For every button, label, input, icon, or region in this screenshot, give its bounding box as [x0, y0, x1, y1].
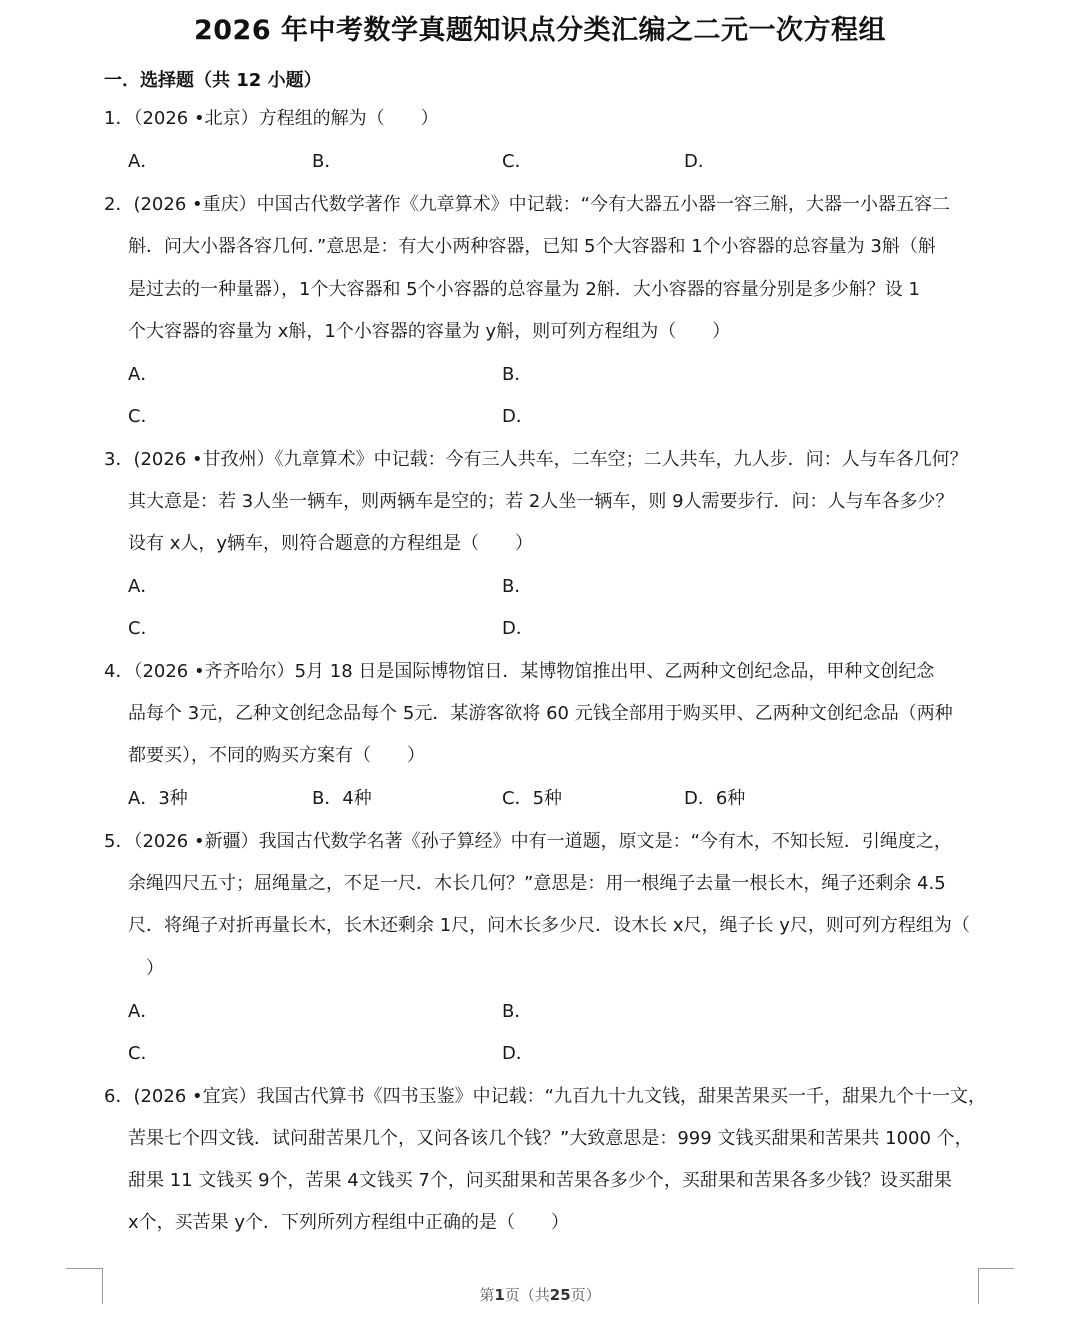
question-2-line-2: 斛．问大小器各容几何．”意思是：有大小两种容器，已知 5个大容器和 1个小容器的总容量为 3斛（斛 — [128, 236, 936, 257]
crop-mark-left-horizontal — [66, 1268, 102, 1269]
question-1-option-d: D． — [684, 151, 716, 172]
question-6-line-3: 甜果 11 文钱买 9个，苦果 4文钱买 7个，问买甜果和苦果各多少个，买甜果和苦果各多少钱？设买甜果 — [128, 1170, 952, 1191]
footer-page-number: 1 — [494, 1286, 505, 1304]
footer-total-pages: 25 — [549, 1286, 571, 1304]
footer-suffix: 页） — [570, 1286, 601, 1304]
question-1-option-a: A． — [128, 151, 159, 172]
question-4-option-b: B．4种 — [312, 788, 372, 809]
question-5-option-c: C． — [128, 1043, 159, 1064]
question-3-option-d: D． — [502, 618, 534, 639]
question-4-option-d: D．6种 — [684, 788, 746, 809]
question-6-line-2: 苦果七个四文钱．试问甜苦果几个，又问各该几个钱？”大致意思是：999 文钱买甜果和苦果共 1000 个， — [128, 1128, 973, 1149]
question-4-line-2: 品每个 3元，乙种文创纪念品每个 5元．某游客欲将 60 元钱全部用于购买甲、乙两种文创纪念品（两种 — [128, 703, 953, 724]
question-6-line-4: x个，买苦果 y个．下列所列方程组中正确的是（ ） — [128, 1212, 570, 1233]
question-2-option-c: C． — [128, 406, 159, 427]
question-1-option-c: C． — [502, 151, 533, 172]
question-3-line-1: 3．(2026 •甘孜州）《九章算术》中记载：今有三人共车，二车空；二人共车，九人步．问：人与车各几何？ — [104, 449, 968, 470]
question-4-option-c: C．5种 — [502, 788, 563, 809]
question-5-option-d: D． — [502, 1043, 534, 1064]
question-4-option-a: A．3种 — [128, 788, 188, 809]
question-3-line-2: 其大意是：若 3人坐一辆车，则两辆车是空的；若 2人坐一辆车，则 9人需要步行．问：人与车各多少？ — [128, 491, 954, 512]
question-5-option-b: B． — [502, 1001, 533, 1022]
question-5-line-3: 尺．将绳子对折再量长木，长木还剩余 1尺，问木长多少尺．设木长 x尺，绳子长 y尺，则可列方程组为（ — [128, 915, 970, 936]
question-4-line-1: 4．（2026 •齐齐哈尔）5月 18 日是国际博物馆日．某博物馆推出甲、乙两种文创纪念品，甲种文创纪念 — [104, 661, 935, 682]
question-2-line-1: 2．(2026 •重庆）中国古代数学著作《九章算术》中记载：“今有大器五小器一容三斛，大器一小器五容二 — [104, 194, 950, 215]
question-3-line-3: 设有 x人，y辆车，则符合题意的方程组是（ ） — [128, 533, 534, 554]
footer-middle: 页（共 — [504, 1286, 550, 1304]
question-2-option-d: D． — [502, 406, 534, 427]
question-2-line-4: 个大容器的容量为 x斛，1个小容器的容量为 y斛，则可列方程组为（ ） — [128, 321, 731, 342]
question-2-option-b: B． — [502, 364, 533, 385]
question-2-line-3: 是过去的一种量器），1个大容器和 5个小容器的总容量为 2斛．大小容器的容量分别是多少斛？设 1 — [128, 279, 920, 300]
page-title: 2026 年中考数学真题知识点分类汇编之二元一次方程组 — [193, 15, 887, 46]
question-5-line-4: ） — [146, 958, 164, 979]
question-2-option-a: A． — [128, 364, 159, 385]
page-footer — [0, 1284, 1080, 1305]
question-3-option-a: A． — [128, 576, 159, 597]
footer-prefix: 第 — [479, 1286, 495, 1304]
question-5-line-2: 余绳四尺五寸；屈绳量之，不足一尺．木长几何？”意思是：用一根绳子去量一根长木，绳子还剩余 4.5 — [128, 873, 946, 894]
question-5-option-a: A． — [128, 1001, 159, 1022]
question-4-line-3: 都要买），不同的购买方案有（ ） — [128, 745, 425, 766]
section-heading: 一．选择题（共 12 小题） — [104, 70, 322, 91]
crop-mark-right-horizontal — [978, 1268, 1014, 1269]
question-6-line-1: 6．(2026 •宜宾）我国古代算书《四书玉鉴》中记载：“九百九十九文钱，甜果苦果买一千，甜果九个十一文， — [104, 1086, 986, 1107]
question-3-option-c: C． — [128, 618, 159, 639]
question-3-option-b: B． — [502, 576, 533, 597]
question-1-line-1: 1．（2026 •北京）方程组的解为（ ） — [104, 108, 439, 129]
question-5-line-1: 5．（2026 •新疆）我国古代数学名著《孙子算经》中有一道题，原文是：“今有木，不知长短．引绳度之， — [104, 831, 952, 852]
question-1-option-b: B． — [312, 151, 343, 172]
